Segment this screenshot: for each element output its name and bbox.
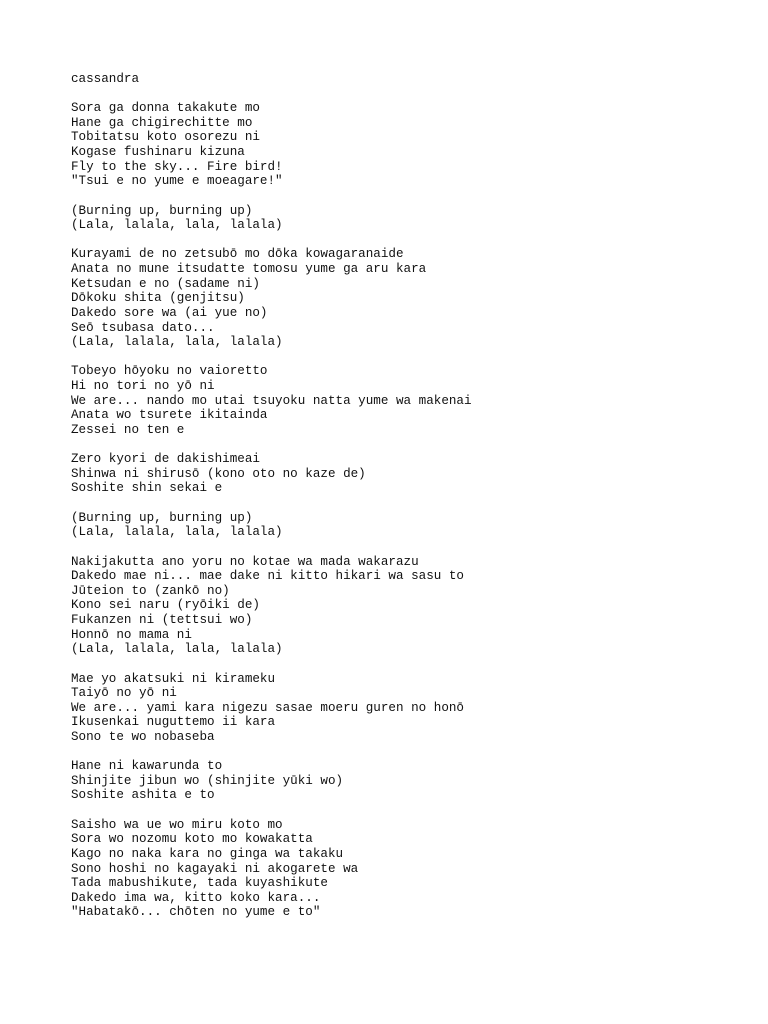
- lyric-line: Taiyō no yō ni: [71, 686, 177, 701]
- stanza: [71, 101, 751, 189]
- lyric-line: Soshite shin sekai e: [71, 481, 223, 496]
- lyric-line: Seō tsubasa dato...: [71, 320, 215, 335]
- song-title: cassandra: [71, 72, 140, 86]
- lyric-line: (Lala, lalala, lala, lalala): [71, 218, 283, 233]
- lyric-line: Dakedo mae ni... mae dake ni kitto hikari wa sasu to: [71, 569, 464, 584]
- lyric-line: "Tsui e no yume e moeagare!": [71, 174, 283, 189]
- lyric-line: Ketsudan e no (sadame ni): [71, 276, 260, 291]
- lyric-line: We are... nando mo utai tsuyoku natta yume wa makenai: [71, 393, 472, 408]
- lyric-line: Dakedo ima wa, kitto koko kara...: [71, 890, 321, 905]
- lyric-line: Fukanzen ni (tettsui wo): [71, 613, 253, 628]
- lyric-line: (Burning up, burning up): [71, 510, 253, 525]
- lyric-line: Honnō no mama ni: [71, 627, 192, 642]
- lyric-line: Dakedo sore wa (ai yue no): [71, 305, 268, 320]
- stanza: [71, 364, 751, 437]
- stanza: [71, 555, 751, 657]
- lyric-line: Fly to the sky... Fire bird!: [71, 159, 283, 174]
- lyric-line: Shinwa ni shirusō (kono oto no kaze de): [71, 466, 366, 481]
- lyric-line: Sono hoshi no kagayaki ni akogarete wa: [71, 861, 359, 876]
- lyric-line: Soshite ashita e to: [71, 788, 215, 803]
- stanza: [71, 247, 751, 349]
- lyric-line: Sora wo nozomu koto mo kowakatta: [71, 832, 313, 847]
- stanza: [71, 672, 751, 745]
- lyric-line: Kogase fushinaru kizuna: [71, 145, 245, 160]
- lyric-line: Kago no naka kara no ginga wa takaku: [71, 846, 344, 861]
- stanza: [71, 452, 751, 496]
- lyric-line: Nakijakutta ano yoru no kotae wa mada wakarazu: [71, 554, 419, 569]
- stanza: [71, 818, 751, 920]
- lyric-line: Sono te wo nobaseba: [71, 730, 215, 744]
- stanza: [71, 759, 751, 803]
- stanza: [71, 511, 751, 540]
- stanza: [71, 204, 751, 233]
- lyric-line: Zessei no ten e: [71, 422, 185, 437]
- lyric-line: Mae yo akatsuki ni kirameku: [71, 671, 276, 686]
- lyric-line: Ikusenkai nuguttemo ii kara: [71, 715, 276, 730]
- lyric-line: Jūteion to (zankō no): [71, 583, 230, 598]
- lyric-line: Shinjite jibun wo (shinjite yūki wo): [71, 773, 344, 788]
- lyric-line: (Lala, lalala, lala, lalala): [71, 642, 283, 657]
- lyric-line: (Lala, lalala, lala, lalala): [71, 525, 283, 540]
- lyric-line: "Habatakō... chōten no yume e to": [71, 905, 321, 920]
- lyric-line: (Lala, lalala, lala, lalala): [71, 335, 283, 350]
- lyrics-document: [71, 72, 751, 935]
- lyric-line: Tobeyo hōyoku no vaioretto: [71, 364, 268, 379]
- lyric-line: Anata wo tsurete ikitainda: [71, 408, 268, 423]
- lyric-line: Tobitatsu koto osorezu ni: [71, 130, 260, 145]
- lyric-line: Hane ni kawarunda to: [71, 759, 223, 774]
- lyric-line: Zero kyori de dakishimeai: [71, 452, 260, 467]
- lyric-line: Anata no mune itsudatte tomosu yume ga aru kara: [71, 262, 427, 277]
- lyric-line: Tada mabushikute, tada kuyashikute: [71, 876, 328, 891]
- lyric-line: Kurayami de no zetsubō mo dōka kowagaranaide: [71, 247, 404, 262]
- lyric-line: We are... yami kara nigezu sasae moeru guren no honō: [71, 700, 464, 715]
- lyric-line: Hi no tori no yō ni: [71, 379, 215, 394]
- lyric-line: Kono sei naru (ryōiki de): [71, 598, 260, 613]
- lyric-line: Dōkoku shita (genjitsu): [71, 291, 245, 306]
- lyric-line: Sora ga donna takakute mo: [71, 101, 260, 116]
- lyrics-body: [71, 101, 751, 920]
- lyric-line: Hane ga chigirechitte mo: [71, 115, 253, 130]
- lyric-line: Saisho wa ue wo miru koto mo: [71, 817, 283, 832]
- lyric-line: (Burning up, burning up): [71, 203, 253, 218]
